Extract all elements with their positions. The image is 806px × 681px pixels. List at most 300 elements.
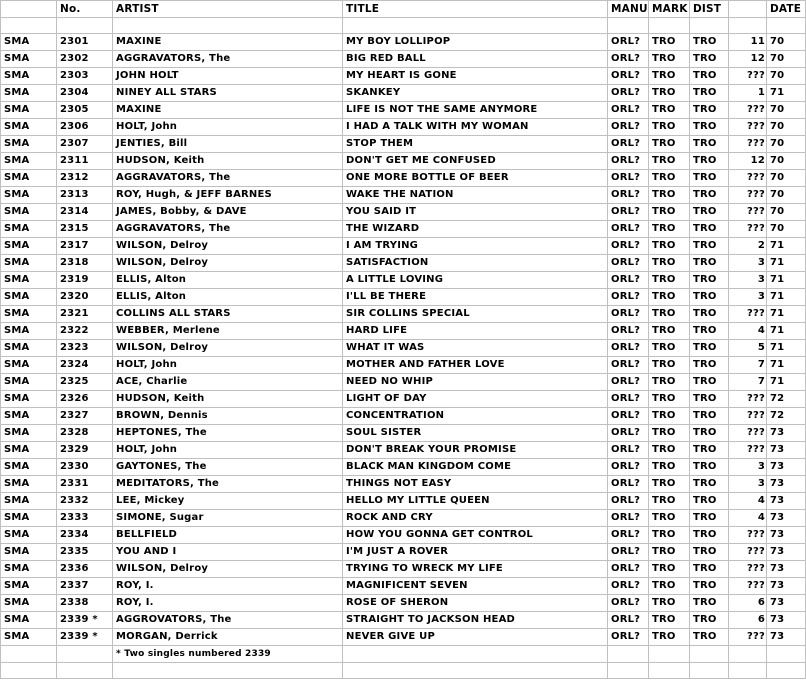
table-body: [1, 18, 806, 646]
artist-cell: ACE, Charlie: [113, 374, 343, 391]
footnote-row: [1, 646, 806, 663]
label-cell: SMA: [1, 374, 57, 391]
title-cell: SKANKEY: [343, 85, 608, 102]
month-cell: 3: [729, 272, 767, 289]
mark-cell: TRO: [649, 272, 690, 289]
manu-cell: ORL?: [608, 221, 649, 238]
label-cell: SMA: [1, 544, 57, 561]
mark-cell: TRO: [649, 51, 690, 68]
month-cell: 11: [729, 34, 767, 51]
dist-cell: TRO: [690, 561, 729, 578]
header-title: TITLE: [343, 1, 608, 18]
mark-cell: TRO: [649, 425, 690, 442]
title-cell: THE WIZARD: [343, 221, 608, 238]
table-row: [1, 170, 806, 187]
artist-cell: AGGRAVATORS, The: [113, 51, 343, 68]
dist-cell: TRO: [690, 612, 729, 629]
title-cell: I'M JUST A ROVER: [343, 544, 608, 561]
header-manu: MANU: [608, 1, 649, 18]
table-row: [1, 391, 806, 408]
label-cell: SMA: [1, 51, 57, 68]
date-cell: 70: [767, 119, 806, 136]
dist-cell: TRO: [690, 578, 729, 595]
title-cell: SIR COLLINS SPECIAL: [343, 306, 608, 323]
number-cell: 2305: [57, 102, 113, 119]
dist-cell: TRO: [690, 323, 729, 340]
month-cell: 4: [729, 510, 767, 527]
table-row: [1, 493, 806, 510]
table-row: [1, 578, 806, 595]
artist-cell: BELLFIELD: [113, 527, 343, 544]
title-cell: WAKE THE NATION: [343, 187, 608, 204]
header-date: DATE: [767, 1, 806, 18]
dist-cell: TRO: [690, 51, 729, 68]
number-cell: 2303: [57, 68, 113, 85]
month-cell: ???: [729, 578, 767, 595]
number-cell: 2338: [57, 595, 113, 612]
artist-cell: WILSON, Delroy: [113, 238, 343, 255]
table-row: [1, 527, 806, 544]
header-month: [729, 1, 767, 18]
dist-cell: TRO: [690, 476, 729, 493]
number-cell: 2329: [57, 442, 113, 459]
mark-cell: TRO: [649, 306, 690, 323]
month-cell: ???: [729, 408, 767, 425]
date-cell: 73: [767, 527, 806, 544]
number-cell: 2320: [57, 289, 113, 306]
dist-cell: TRO: [690, 170, 729, 187]
month-cell: ???: [729, 561, 767, 578]
label-cell: SMA: [1, 238, 57, 255]
month-cell: 3: [729, 289, 767, 306]
date-cell: 72: [767, 408, 806, 425]
number-cell: 2325: [57, 374, 113, 391]
label-cell: SMA: [1, 119, 57, 136]
header-label-col: [1, 1, 57, 18]
number-cell: 2311: [57, 153, 113, 170]
date-cell: 70: [767, 221, 806, 238]
header-dist: DIST: [690, 1, 729, 18]
artist-cell: LEE, Mickey: [113, 493, 343, 510]
table-row: [1, 51, 806, 68]
dist-cell: TRO: [690, 493, 729, 510]
header-artist: ARTIST: [113, 1, 343, 18]
date-cell: 72: [767, 391, 806, 408]
month-cell: ???: [729, 544, 767, 561]
mark-cell: TRO: [649, 459, 690, 476]
mark-cell: TRO: [649, 153, 690, 170]
title-cell: DON'T BREAK YOUR PROMISE: [343, 442, 608, 459]
manu-cell: ORL?: [608, 238, 649, 255]
month-cell: 7: [729, 374, 767, 391]
month-cell: 2: [729, 238, 767, 255]
manu-cell: ORL?: [608, 102, 649, 119]
blank-row: [1, 18, 806, 34]
month-cell: 3: [729, 459, 767, 476]
date-cell: 73: [767, 425, 806, 442]
title-cell: BLACK MAN KINGDOM COME: [343, 459, 608, 476]
dist-cell: TRO: [690, 629, 729, 646]
dist-cell: TRO: [690, 527, 729, 544]
number-cell: 2315: [57, 221, 113, 238]
table-row: [1, 204, 806, 221]
mark-cell: TRO: [649, 493, 690, 510]
number-cell: 2314: [57, 204, 113, 221]
date-cell: 70: [767, 170, 806, 187]
date-cell: 73: [767, 544, 806, 561]
manu-cell: ORL?: [608, 425, 649, 442]
month-cell: ???: [729, 119, 767, 136]
month-cell: ???: [729, 102, 767, 119]
artist-cell: ELLIS, Alton: [113, 289, 343, 306]
mark-cell: TRO: [649, 187, 690, 204]
label-cell: SMA: [1, 510, 57, 527]
mark-cell: TRO: [649, 408, 690, 425]
mark-cell: TRO: [649, 629, 690, 646]
manu-cell: ORL?: [608, 408, 649, 425]
number-cell: 2317: [57, 238, 113, 255]
header-row: [1, 1, 806, 18]
table-row: [1, 187, 806, 204]
manu-cell: ORL?: [608, 476, 649, 493]
date-cell: 73: [767, 561, 806, 578]
label-cell: SMA: [1, 527, 57, 544]
date-cell: 71: [767, 272, 806, 289]
number-cell: 2324: [57, 357, 113, 374]
manu-cell: ORL?: [608, 170, 649, 187]
title-cell: I HAD A TALK WITH MY WOMAN: [343, 119, 608, 136]
date-cell: 73: [767, 510, 806, 527]
label-cell: SMA: [1, 272, 57, 289]
manu-cell: ORL?: [608, 357, 649, 374]
table-row: [1, 629, 806, 646]
dist-cell: TRO: [690, 85, 729, 102]
date-cell: 70: [767, 204, 806, 221]
dist-cell: TRO: [690, 289, 729, 306]
label-cell: SMA: [1, 289, 57, 306]
table-row: [1, 408, 806, 425]
mark-cell: TRO: [649, 68, 690, 85]
artist-cell: WEBBER, Merlene: [113, 323, 343, 340]
mark-cell: TRO: [649, 136, 690, 153]
manu-cell: ORL?: [608, 612, 649, 629]
number-cell: 2333: [57, 510, 113, 527]
label-cell: SMA: [1, 204, 57, 221]
mark-cell: TRO: [649, 255, 690, 272]
month-cell: ???: [729, 442, 767, 459]
title-cell: SOUL SISTER: [343, 425, 608, 442]
mark-cell: TRO: [649, 238, 690, 255]
label-cell: SMA: [1, 561, 57, 578]
manu-cell: ORL?: [608, 442, 649, 459]
table-row: [1, 459, 806, 476]
artist-cell: HOLT, John: [113, 442, 343, 459]
title-cell: HELLO MY LITTLE QUEEN: [343, 493, 608, 510]
dist-cell: TRO: [690, 272, 729, 289]
mark-cell: TRO: [649, 561, 690, 578]
table-row: [1, 238, 806, 255]
date-cell: 71: [767, 340, 806, 357]
label-cell: SMA: [1, 595, 57, 612]
mark-cell: TRO: [649, 391, 690, 408]
artist-cell: MORGAN, Derrick: [113, 629, 343, 646]
title-cell: MY HEART IS GONE: [343, 68, 608, 85]
date-cell: 70: [767, 102, 806, 119]
date-cell: 71: [767, 85, 806, 102]
date-cell: 71: [767, 357, 806, 374]
month-cell: 6: [729, 612, 767, 629]
blank-row: [1, 663, 806, 679]
dist-cell: TRO: [690, 544, 729, 561]
dist-cell: TRO: [690, 425, 729, 442]
number-cell: 2326: [57, 391, 113, 408]
label-cell: SMA: [1, 493, 57, 510]
header-mark: MARK: [649, 1, 690, 18]
label-cell: SMA: [1, 306, 57, 323]
dist-cell: TRO: [690, 459, 729, 476]
dist-cell: TRO: [690, 510, 729, 527]
dist-cell: TRO: [690, 136, 729, 153]
dist-cell: TRO: [690, 391, 729, 408]
month-cell: ???: [729, 170, 767, 187]
number-cell: 2319: [57, 272, 113, 289]
label-cell: SMA: [1, 323, 57, 340]
label-cell: SMA: [1, 340, 57, 357]
label-cell: SMA: [1, 357, 57, 374]
mark-cell: TRO: [649, 527, 690, 544]
artist-cell: JENTIES, Bill: [113, 136, 343, 153]
artist-cell: NINEY ALL STARS: [113, 85, 343, 102]
manu-cell: ORL?: [608, 544, 649, 561]
number-cell: 2331: [57, 476, 113, 493]
number-cell: 2339 *: [57, 629, 113, 646]
title-cell: I'LL BE THERE: [343, 289, 608, 306]
table-row: [1, 153, 806, 170]
artist-cell: WILSON, Delroy: [113, 255, 343, 272]
title-cell: STOP THEM: [343, 136, 608, 153]
date-cell: 71: [767, 306, 806, 323]
number-cell: 2327: [57, 408, 113, 425]
artist-cell: YOU AND I: [113, 544, 343, 561]
manu-cell: ORL?: [608, 68, 649, 85]
label-cell: SMA: [1, 629, 57, 646]
month-cell: ???: [729, 68, 767, 85]
label-cell: SMA: [1, 612, 57, 629]
title-cell: HOW YOU GONNA GET CONTROL: [343, 527, 608, 544]
dist-cell: TRO: [690, 255, 729, 272]
artist-cell: ELLIS, Alton: [113, 272, 343, 289]
number-cell: 2339 *: [57, 612, 113, 629]
mark-cell: TRO: [649, 170, 690, 187]
artist-cell: JAMES, Bobby, & DAVE: [113, 204, 343, 221]
label-cell: SMA: [1, 459, 57, 476]
table-row: [1, 544, 806, 561]
dist-cell: TRO: [690, 374, 729, 391]
manu-cell: ORL?: [608, 340, 649, 357]
artist-cell: MAXINE: [113, 102, 343, 119]
manu-cell: ORL?: [608, 561, 649, 578]
number-cell: 2318: [57, 255, 113, 272]
label-cell: SMA: [1, 425, 57, 442]
manu-cell: ORL?: [608, 323, 649, 340]
date-cell: 70: [767, 153, 806, 170]
table-row: [1, 255, 806, 272]
dist-cell: TRO: [690, 357, 729, 374]
date-cell: 73: [767, 612, 806, 629]
dist-cell: TRO: [690, 221, 729, 238]
mark-cell: TRO: [649, 119, 690, 136]
mark-cell: TRO: [649, 204, 690, 221]
table-row: [1, 68, 806, 85]
label-cell: SMA: [1, 442, 57, 459]
date-cell: 71: [767, 374, 806, 391]
title-cell: DON'T GET ME CONFUSED: [343, 153, 608, 170]
number-cell: 2332: [57, 493, 113, 510]
label-cell: SMA: [1, 34, 57, 51]
title-cell: STRAIGHT TO JACKSON HEAD: [343, 612, 608, 629]
month-cell: 6: [729, 595, 767, 612]
number-cell: 2323: [57, 340, 113, 357]
title-cell: I AM TRYING: [343, 238, 608, 255]
label-cell: SMA: [1, 476, 57, 493]
title-cell: MOTHER AND FATHER LOVE: [343, 357, 608, 374]
date-cell: 71: [767, 238, 806, 255]
artist-cell: HOLT, John: [113, 119, 343, 136]
table-row: [1, 306, 806, 323]
table-row: [1, 34, 806, 51]
month-cell: 12: [729, 153, 767, 170]
manu-cell: ORL?: [608, 391, 649, 408]
date-cell: 73: [767, 595, 806, 612]
manu-cell: ORL?: [608, 153, 649, 170]
number-cell: 2328: [57, 425, 113, 442]
table-row: [1, 272, 806, 289]
artist-cell: HEPTONES, The: [113, 425, 343, 442]
artist-cell: ROY, I.: [113, 578, 343, 595]
number-cell: 2337: [57, 578, 113, 595]
dist-cell: TRO: [690, 34, 729, 51]
header-number: No.: [57, 1, 113, 18]
table-row: [1, 595, 806, 612]
number-cell: 2306: [57, 119, 113, 136]
month-cell: 1: [729, 85, 767, 102]
date-cell: 71: [767, 255, 806, 272]
date-cell: 73: [767, 578, 806, 595]
month-cell: ???: [729, 136, 767, 153]
date-cell: 73: [767, 459, 806, 476]
artist-cell: BROWN, Dennis: [113, 408, 343, 425]
manu-cell: ORL?: [608, 493, 649, 510]
date-cell: 73: [767, 493, 806, 510]
table-row: [1, 340, 806, 357]
month-cell: 5: [729, 340, 767, 357]
table-row: [1, 561, 806, 578]
table-row: [1, 119, 806, 136]
dist-cell: TRO: [690, 153, 729, 170]
month-cell: 7: [729, 357, 767, 374]
artist-cell: COLLINS ALL STARS: [113, 306, 343, 323]
title-cell: YOU SAID IT: [343, 204, 608, 221]
mark-cell: TRO: [649, 289, 690, 306]
date-cell: 73: [767, 629, 806, 646]
month-cell: 12: [729, 51, 767, 68]
month-cell: 4: [729, 493, 767, 510]
table-row: [1, 221, 806, 238]
number-cell: 2302: [57, 51, 113, 68]
manu-cell: ORL?: [608, 85, 649, 102]
title-cell: HARD LIFE: [343, 323, 608, 340]
manu-cell: ORL?: [608, 629, 649, 646]
manu-cell: ORL?: [608, 187, 649, 204]
artist-cell: ROY, I.: [113, 595, 343, 612]
table-row: [1, 289, 806, 306]
manu-cell: ORL?: [608, 306, 649, 323]
mark-cell: TRO: [649, 357, 690, 374]
label-cell: SMA: [1, 85, 57, 102]
dist-cell: TRO: [690, 340, 729, 357]
number-cell: 2312: [57, 170, 113, 187]
date-cell: 70: [767, 136, 806, 153]
number-cell: 2304: [57, 85, 113, 102]
title-cell: BIG RED BALL: [343, 51, 608, 68]
number-cell: 2307: [57, 136, 113, 153]
mark-cell: TRO: [649, 34, 690, 51]
manu-cell: ORL?: [608, 374, 649, 391]
artist-cell: AGGRAVATORS, The: [113, 221, 343, 238]
number-cell: 2301: [57, 34, 113, 51]
number-cell: 2313: [57, 187, 113, 204]
table-row: [1, 425, 806, 442]
manu-cell: ORL?: [608, 578, 649, 595]
month-cell: ???: [729, 221, 767, 238]
mark-cell: TRO: [649, 476, 690, 493]
manu-cell: ORL?: [608, 459, 649, 476]
month-cell: 4: [729, 323, 767, 340]
manu-cell: ORL?: [608, 510, 649, 527]
title-cell: CONCENTRATION: [343, 408, 608, 425]
artist-cell: HUDSON, Keith: [113, 391, 343, 408]
manu-cell: ORL?: [608, 119, 649, 136]
mark-cell: TRO: [649, 544, 690, 561]
artist-cell: AGGRAVATORS, The: [113, 170, 343, 187]
table-row: [1, 136, 806, 153]
title-cell: NEVER GIVE UP: [343, 629, 608, 646]
mark-cell: TRO: [649, 578, 690, 595]
dist-cell: TRO: [690, 595, 729, 612]
dist-cell: TRO: [690, 204, 729, 221]
manu-cell: ORL?: [608, 289, 649, 306]
label-cell: SMA: [1, 221, 57, 238]
table-row: [1, 85, 806, 102]
artist-cell: SIMONE, Sugar: [113, 510, 343, 527]
title-cell: ROCK AND CRY: [343, 510, 608, 527]
mark-cell: TRO: [649, 612, 690, 629]
mark-cell: TRO: [649, 595, 690, 612]
title-cell: ROSE OF SHERON: [343, 595, 608, 612]
manu-cell: ORL?: [608, 136, 649, 153]
month-cell: ???: [729, 204, 767, 221]
manu-cell: ORL?: [608, 51, 649, 68]
title-cell: SATISFACTION: [343, 255, 608, 272]
title-cell: TRYING TO WRECK MY LIFE: [343, 561, 608, 578]
label-cell: SMA: [1, 153, 57, 170]
table-row: [1, 357, 806, 374]
mark-cell: TRO: [649, 323, 690, 340]
month-cell: ???: [729, 391, 767, 408]
mark-cell: TRO: [649, 102, 690, 119]
title-cell: LIFE IS NOT THE SAME ANYMORE: [343, 102, 608, 119]
artist-cell: JOHN HOLT: [113, 68, 343, 85]
